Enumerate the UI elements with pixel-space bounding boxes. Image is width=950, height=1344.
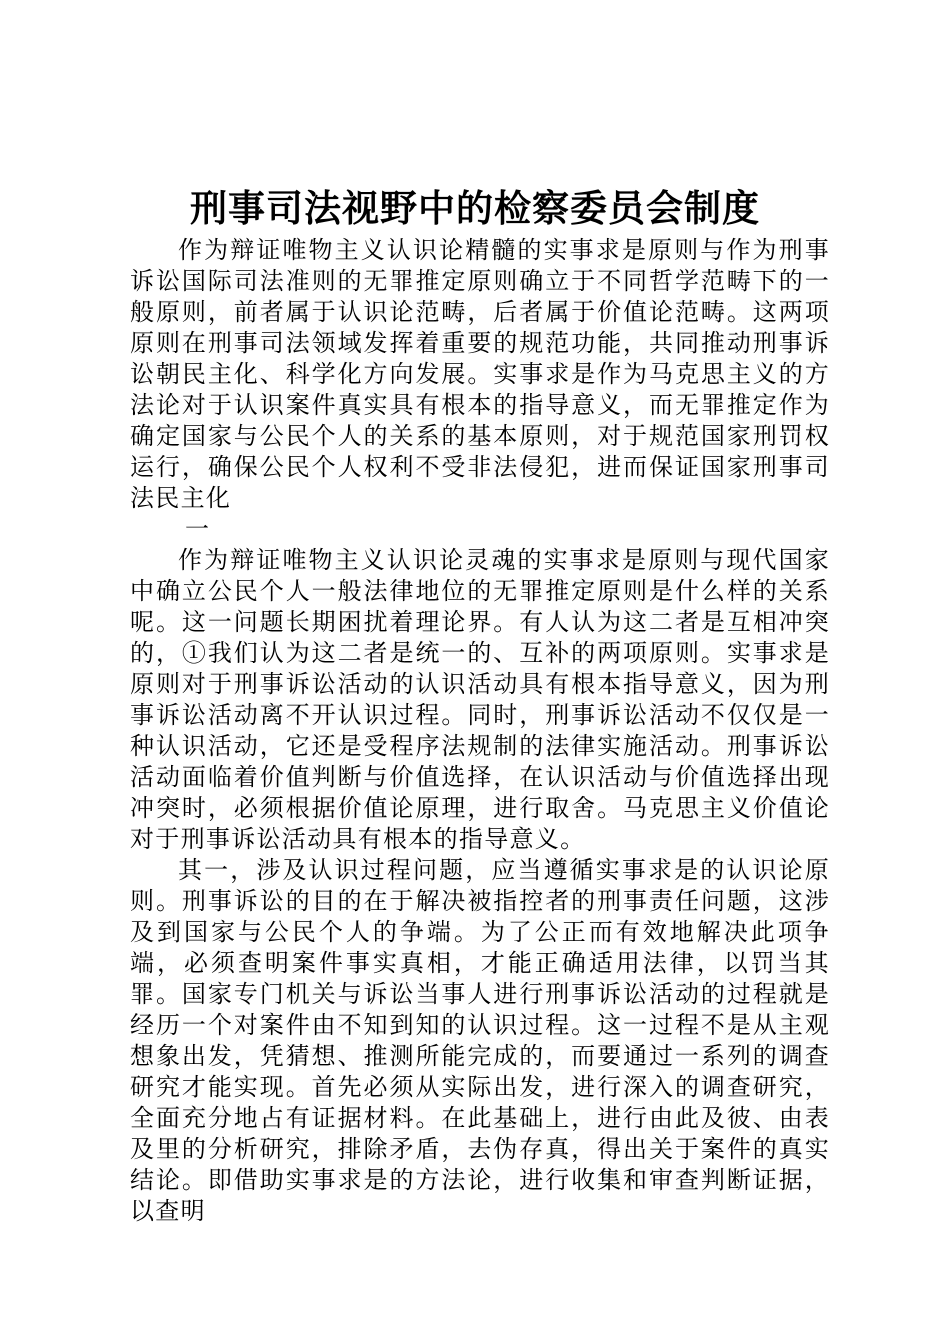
paragraph-first-point: 其一，涉及认识过程问题，应当遵循实事求是的认识论原则。刑事诉讼的目的在于解决被指控者的刑事责任问题，这涉及到国家与公民个人的争端。为了公正而有效地解决此项争端，必须查明案件事实真相，才能正确适用法律，以罚当其罪。国家专门机关与诉讼当事人进行刑事诉讼活动的过程就是经历一个对案件由不知到知的认识过程。这一过程不是从主观想象出发，凭猜想、推测所能完成的，而要通过一系列的调查研究才能实现。首先必须从实际出发，进行深入的调查研究，全面充分地占有证据材料。在此基础上，进行由此及彼、由表及里的分析研究，排除矛盾，去伪存真，得出关于案件的真实结论。即借助实事求是的方法论，进行收集和审查判断证据，以查明	[130, 856, 830, 1225]
document-body	[130, 235, 830, 1227]
document-title: 刑事司法视野中的检察委员会制度	[190, 186, 760, 230]
section-number: 一	[185, 515, 209, 543]
paragraph-relationship: 作为辩证唯物主义认识论灵魂的实事求是原则与现代国家中确立公民个人一般法律地位的无罪推定原则是什么样的关系呢。这一问题长期困扰着理论界。有人认为这二者是互相冲突的，①我们认为这二者是统一的、互补的两项原则。实事求是原则对于刑事诉讼活动的认识活动具有根本指导意义，因为刑事诉讼活动离不开认识过程。同时，刑事诉讼活动不仅仅是一种认识活动，它还是受程序法规制的法律实施活动。刑事诉讼活动面临着价值判断与价值选择，在认识活动与价值选择出现冲突时，必须根据价值论原理，进行取舍。马克思主义价值论对于刑事诉讼活动具有根本的指导意义。	[130, 546, 830, 853]
paragraph-intro: 作为辩证唯物主义认识论精髓的实事求是原则与作为刑事诉讼国际司法准则的无罪推定原则确立于不同哲学范畴下的一般原则，前者属于认识论范畴，后者属于价值论范畴。这两项原则在刑事司法领域发挥着重要的规范功能，共同推动刑事诉讼朝民主化、科学化方向发展。实事求是作为马克思主义的方法论对于认识案件真实具有根本的指导意义，而无罪推定作为确定国家与公民个人的关系的基本原则，对于规范国家刑罚权运行，确保公民个人权利不受非法侵犯，进而保证国家刑事司法民主化	[130, 236, 830, 512]
